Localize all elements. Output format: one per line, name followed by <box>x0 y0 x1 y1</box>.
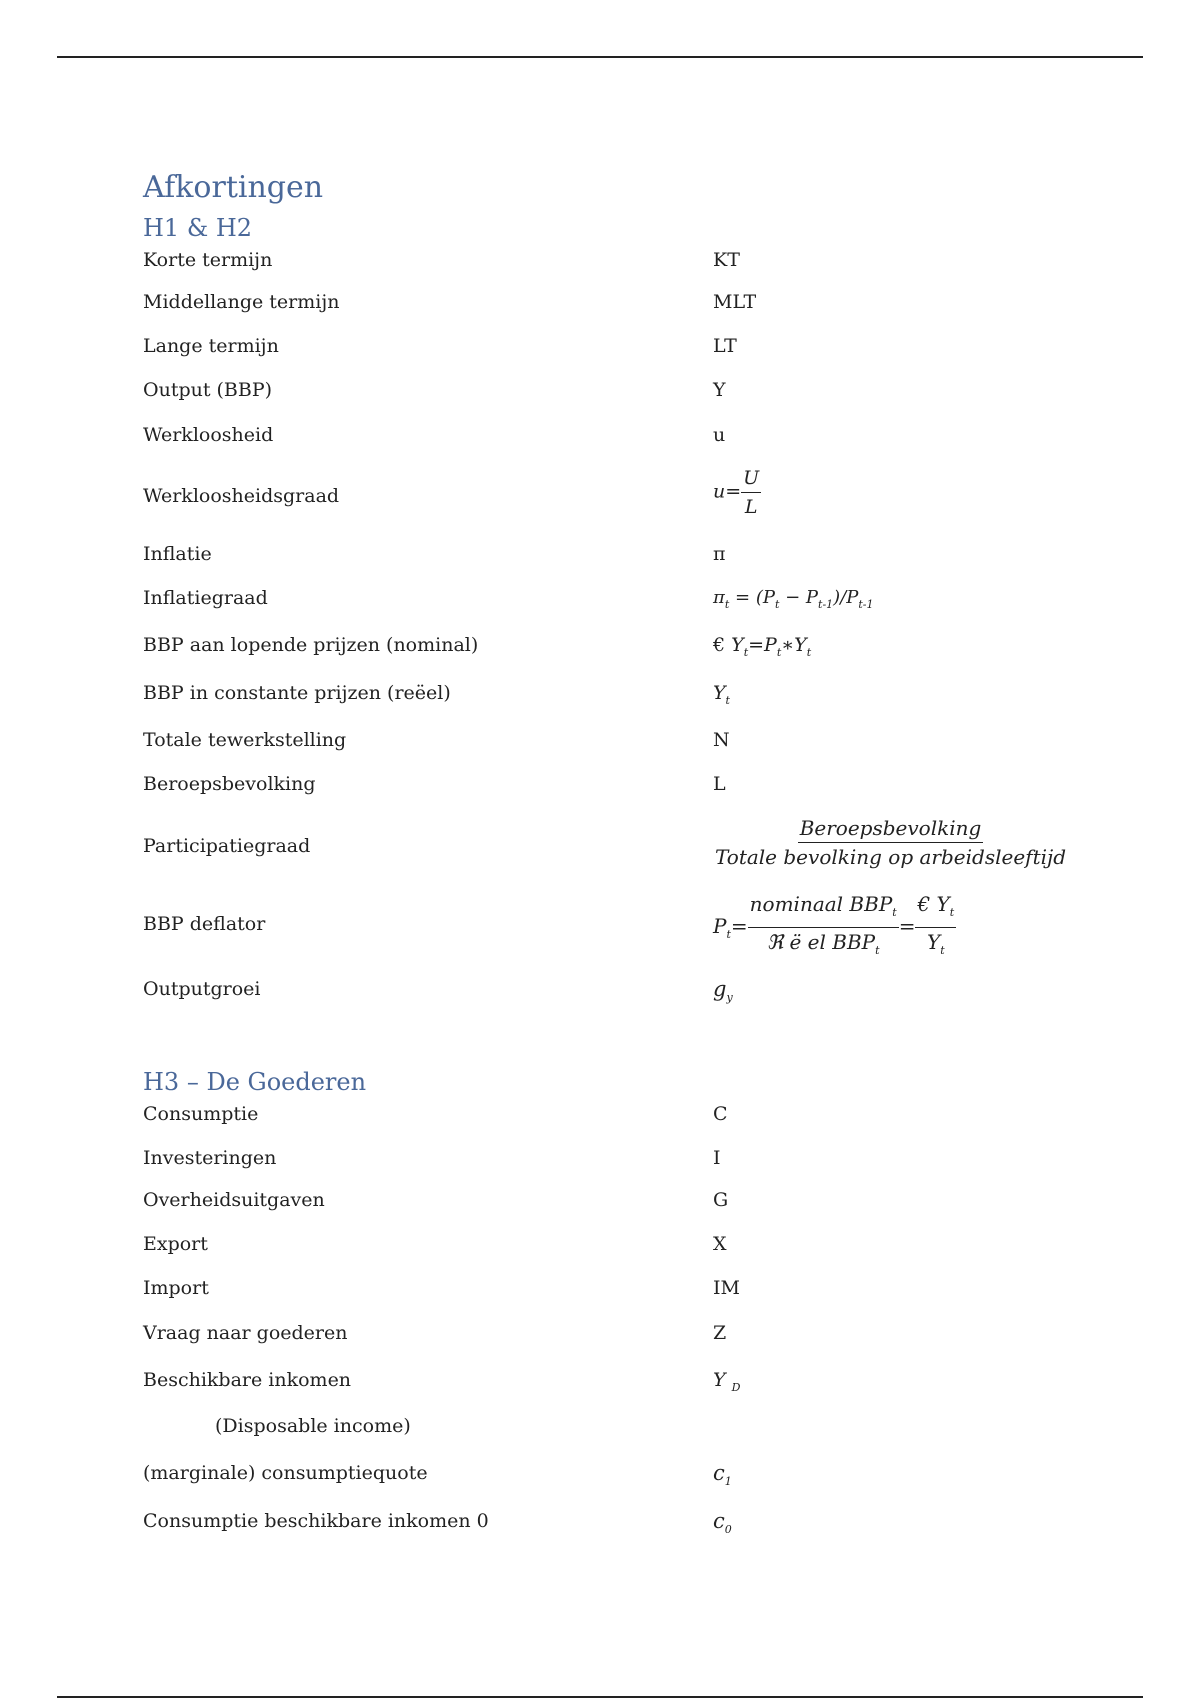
page-title: Afkortingen <box>143 170 324 205</box>
header-rule <box>57 56 1143 58</box>
unemployment-rate-formula <box>713 466 761 519</box>
formula-sub: 1 <box>724 1475 732 1488</box>
term-label: Lange termijn <box>143 335 279 357</box>
formula-part: Y <box>713 1369 726 1391</box>
formula-part: = <box>725 480 742 503</box>
formula-part: ∗ <box>781 634 795 656</box>
formula-sub: t <box>776 646 782 659</box>
abbreviation: KT <box>713 249 740 271</box>
formula-sub: t <box>892 906 897 919</box>
term-label: Inflatiegraad <box>143 587 268 609</box>
term-label: BBP in constante prijzen (reëel) <box>143 682 451 704</box>
term-label: Consumptie <box>143 1103 259 1125</box>
formula-part: u <box>713 480 726 503</box>
formula-sub: D <box>731 1381 741 1394</box>
formula-sub: t-1 <box>858 598 874 611</box>
formula-part: P <box>713 914 727 938</box>
abbreviation: C <box>713 1103 728 1125</box>
abbreviation: LT <box>713 335 737 357</box>
formula-sub: t <box>774 598 780 611</box>
formula-part: Y <box>731 634 744 656</box>
formula-sub: t <box>726 928 731 941</box>
term-label: Beschikbare inkomen <box>143 1369 352 1391</box>
fraction <box>741 466 761 519</box>
real-gdp-formula <box>713 681 730 713</box>
abbreviation: G <box>713 1189 729 1211</box>
term-label: Investeringen <box>143 1147 277 1169</box>
formula-sub: t-1 <box>818 598 834 611</box>
abbreviation: MLT <box>713 291 757 313</box>
denominator: L <box>744 496 758 518</box>
term-label: Vraag naar goederen <box>143 1322 348 1344</box>
formula-sub: t <box>743 646 749 659</box>
formula-sub: t <box>875 944 880 957</box>
formula-part: € Y <box>917 892 950 916</box>
term-label: Werkloosheidsgraad <box>143 485 340 507</box>
term-label: Output (BBP) <box>143 379 273 401</box>
term-label: BBP aan lopende prijzen (nominal) <box>143 634 479 656</box>
term-label: Inflatie <box>143 543 212 565</box>
denominator <box>925 928 947 963</box>
abbreviation: π <box>713 543 726 565</box>
term-label: Korte termijn <box>143 249 273 271</box>
term-label: Participatiegraad <box>143 835 311 857</box>
disposable-income-formula <box>713 1368 740 1400</box>
formula-part: π <box>713 587 725 608</box>
term-label: (Disposable income) <box>215 1415 411 1437</box>
abbreviation: L <box>713 773 726 795</box>
term-label: BBP deflator <box>143 913 266 935</box>
formula-part: c <box>713 1461 725 1485</box>
formula-sub: t <box>949 906 955 919</box>
numerator: Beroepsbevolking <box>798 816 984 843</box>
section-title-h3: H3 – De Goederen <box>143 1068 367 1096</box>
fraction <box>748 892 899 963</box>
output-growth-formula <box>713 977 733 1010</box>
formula-part: Y <box>794 634 807 656</box>
section-title-h1-h2: H1 & H2 <box>143 214 253 242</box>
autonomous-consumption-formula <box>713 1509 732 1542</box>
formula-sub: t <box>806 646 812 659</box>
term-label: Middellange termijn <box>143 291 340 313</box>
denominator <box>765 928 882 963</box>
numerator: U <box>741 466 761 493</box>
formula-part: = <box>735 587 751 608</box>
marginal-propensity-formula <box>713 1461 732 1494</box>
abbreviation: I <box>713 1147 721 1169</box>
formula-part: ℜ ë el BBP <box>766 930 876 954</box>
term-label: Export <box>143 1233 208 1255</box>
formula-part: P <box>764 634 777 656</box>
abbreviation: X <box>713 1233 727 1255</box>
gdp-deflator-formula <box>713 892 956 963</box>
formula-part: nominaal BBP <box>749 892 893 916</box>
formula-part: = <box>730 914 748 938</box>
formula-part: € <box>713 634 726 656</box>
formula-sub: 0 <box>724 1523 732 1536</box>
fraction <box>713 816 1068 869</box>
formula-sub: t <box>725 694 730 707</box>
formula-part: Y <box>927 930 941 954</box>
formula-part: Y <box>713 682 726 704</box>
term-label: (marginale) consumptiequote <box>143 1462 428 1484</box>
abbreviation: N <box>713 729 730 751</box>
formula-sub: t <box>724 598 730 611</box>
formula-part: c <box>713 1509 725 1533</box>
formula-part: = <box>748 634 765 656</box>
term-label: Outputgroei <box>143 978 261 1000</box>
abbreviation: IM <box>713 1277 740 1299</box>
formula-part: (P <box>755 587 775 608</box>
numerator <box>915 892 956 928</box>
denominator: Totale bevolking op arbeidsleeftijd <box>715 845 1067 869</box>
term-label: Consumptie beschikbare inkomen 0 <box>143 1510 489 1532</box>
formula-part: − P <box>779 587 819 608</box>
numerator <box>748 892 899 928</box>
term-label: Import <box>143 1277 209 1299</box>
term-label: Beroepsbevolking <box>143 773 316 795</box>
formula-sub: t <box>940 944 945 957</box>
term-label: Werkloosheid <box>143 424 274 446</box>
abbreviation: Y <box>713 379 726 401</box>
participation-rate-formula <box>713 816 1068 869</box>
abbreviation: Z <box>713 1322 727 1344</box>
inflation-rate-formula <box>713 586 874 617</box>
formula-part: = <box>898 914 916 938</box>
term-label: Totale tewerkstelling <box>143 729 347 751</box>
nominal-gdp-formula <box>713 633 811 665</box>
fraction <box>915 892 956 963</box>
term-label: Overheidsuitgaven <box>143 1189 325 1211</box>
abbreviation: u <box>713 424 726 446</box>
formula-sub: y <box>726 991 733 1004</box>
formula-part: g <box>713 977 727 1001</box>
formula-part: )/P <box>833 587 859 608</box>
footer-rule <box>57 1696 1143 1698</box>
